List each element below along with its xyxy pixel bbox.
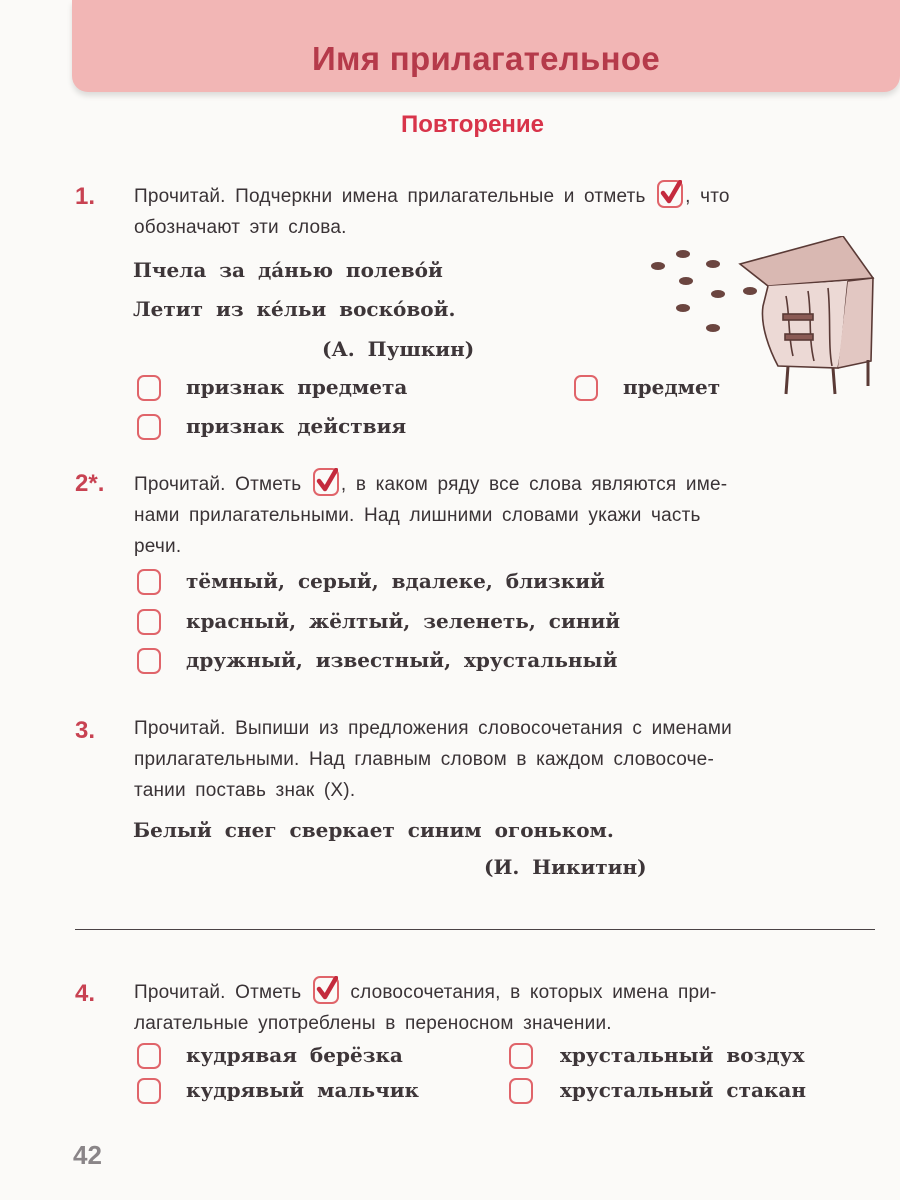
checkbox-row-3[interactable] (137, 648, 161, 674)
check-mark-icon (313, 468, 339, 496)
section-subtitle: Повторение (400, 111, 545, 138)
checkbox-option-attribute-of-object[interactable] (137, 375, 161, 401)
task-3-author: (И. Никитин) (484, 855, 647, 879)
option-label: красный, жёлтый, зеленеть, синий (186, 609, 621, 633)
task-1-number: 1. (75, 183, 96, 210)
task-4-instruction: Прочитай. Отметь словосочетания, в которых имена при- лагательные употреблены в переносном значении. (134, 976, 874, 1039)
poem-author: (А. Пушкин) (322, 337, 475, 361)
poem-line-2: Летит из ке́льи воско́вой. (133, 297, 456, 321)
checkbox-row-2[interactable] (137, 609, 161, 635)
option-label: кудрявый мальчик (186, 1078, 420, 1102)
task-1-instruction-line2: обозначают эти слова. (134, 217, 347, 238)
checkbox-crystal-air[interactable] (509, 1043, 533, 1069)
beehive-illustration (628, 236, 898, 396)
task-2-number: 2*. (75, 470, 105, 497)
check-mark-icon (313, 976, 339, 1004)
option-label: хрустальный воздух (560, 1043, 805, 1067)
checkbox-crystal-glass[interactable] (509, 1078, 533, 1104)
checkbox-curly-boy[interactable] (137, 1078, 161, 1104)
checkbox-option-object[interactable] (574, 375, 598, 401)
option-label: признак предмета (186, 375, 408, 399)
option-label: предмет (623, 375, 721, 399)
page-title: Имя прилагательное (312, 40, 660, 77)
option-label: дружный, известный, хрустальный (186, 648, 618, 672)
task-2-instruction: Прочитай. Отметь , в каком ряду все слова являются име- нами прилагательными. Над лишними словами укажи часть речи. (134, 468, 874, 562)
option-label: хрустальный стакан (560, 1078, 806, 1102)
checkbox-curly-birch[interactable] (137, 1043, 161, 1069)
option-label: тёмный, серый, вдалеке, близкий (186, 569, 605, 593)
answer-write-line[interactable] (75, 929, 875, 930)
task-3-instruction: Прочитай. Выпиши из предложения словосочетания с именами прилагательными. Над главным словом в каждом словосоче- тании поставь знак (X). (134, 718, 732, 801)
option-label: признак действия (186, 414, 407, 438)
task-4-number: 4. (75, 980, 96, 1007)
task-3-sentence: Белый снег сверкает синим огоньком. (133, 818, 614, 842)
task-1-instruction-text: Прочитай. Подчеркни имена прилагательные и отметь (134, 186, 646, 207)
option-label: кудрявая берёзка (186, 1043, 403, 1067)
task-1-instruction: Прочитай. Подчеркни имена прилагательные и отметь , что обозначают эти слова. (134, 180, 874, 243)
checkbox-option-attribute-of-action[interactable] (137, 414, 161, 440)
page-number: 42 (73, 1140, 102, 1170)
checkbox-row-1[interactable] (137, 569, 161, 595)
poem-line-1: Пчела за да́нью полево́й (133, 258, 443, 282)
task-3-number: 3. (75, 717, 96, 744)
check-mark-icon (657, 180, 683, 208)
